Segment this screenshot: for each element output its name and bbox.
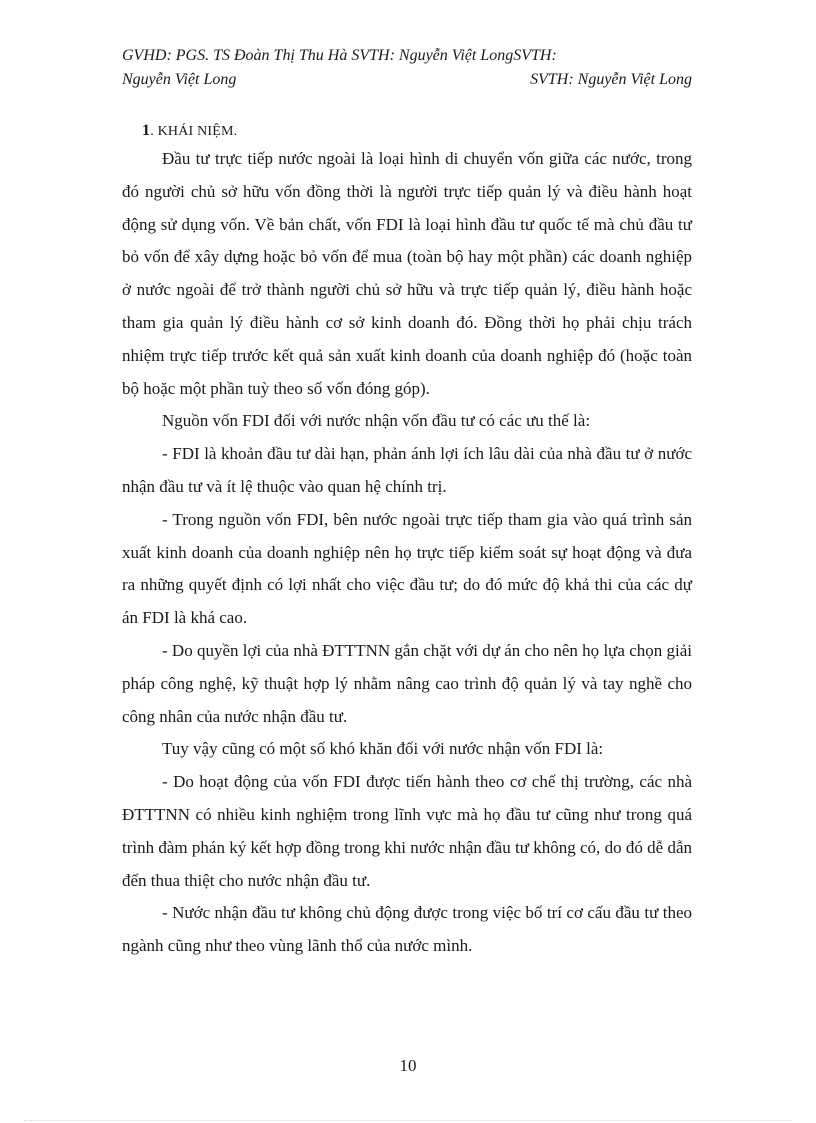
- paragraph-difficulty-1: - Do hoạt động của vốn FDI được tiến hành theo cơ chế thị trường, các nhà ĐTTTNN có nhiều kinh nghiệm trong lĩnh vực mà họ đầu tư cũng như trong quá trình đàm phán ký kết hợp đồng trong khi nước nhận đầu tư không có, do đó dễ dẫn đến thua thiệt cho nước nhận đầu tư.: [122, 772, 692, 890]
- header-student-label: SVTH: Nguyễn Việt Long: [530, 71, 692, 88]
- paragraph-advantage-3: - Do quyền lợi của nhà ĐTTTNN gắn chặt với dự án cho nên họ lựa chọn giải pháp công nghệ, kỹ thuật hợp lý nhằm nâng cao trình độ quản lý và tay nghề cho công nhân của nước nhận đầu tư.: [122, 640, 692, 726]
- paragraph-advantage-2: - Trong nguồn vốn FDI, bên nước ngoài trực tiếp tham gia vào quá trình sản xuất kinh doanh của doanh nghiệp nên họ trực tiếp kiểm soát sự hoạt động và đưa ra những quyết định có lợi nhất cho việc đầu tư; do đó mức độ khả thi của các dự án FDI là khá cao.: [122, 509, 692, 628]
- page-number: 10: [399, 1056, 417, 1075]
- page-bottom-divider: [24, 1120, 792, 1121]
- paragraph-definition: Đầu tư trực tiếp nước ngoài là loại hình di chuyển vốn giữa các nước, trong đó người chủ sở hữu vốn đồng thời là người trực tiếp quản lý và điều hành hoạt động sử dụng vốn. Về bản chất, vốn FDI là loại hình đầu tư quốc tế mà chủ đầu tư bỏ vốn để xây dựng hoặc bỏ vốn để mua (toàn bộ hay một phần) các doanh nghiệp ở nước ngoài để trở thành người chủ sở hữu và trực tiếp quản lý, điều hành hoặc tham gia quản lý điều hành cơ sở kinh doanh đó. Đồng thời họ phải chịu trách nhiệm trực tiếp trước kết quả sản xuất kinh doanh của doanh nghiệp đó (hoặc toàn bộ hoặc một phần tuỳ theo số vốn đóng góp).: [122, 149, 692, 398]
- paragraph-difficulties-intro: Tuy vậy cũng có một số khó khăn đối với nước nhận vốn FDI là:: [162, 739, 604, 759]
- header-line-1: GVHD: PGS. TS Đoàn Thị Thu Hà SVTH: Nguyễn Việt LongSVTH:: [122, 47, 557, 64]
- section-title: . KHÁI NIỆM.: [150, 124, 238, 139]
- header-line-2: [122, 68, 692, 92]
- document-body: [122, 120, 692, 963]
- paragraph-difficulty-2: - Nước nhận đầu tư không chủ động được trong việc bố trí cơ cấu đầu tư theo ngành cũng như theo vùng lãnh thổ của nước mình.: [122, 903, 692, 956]
- section-number: 1: [142, 122, 151, 139]
- paragraph-advantages-intro: Nguồn vốn FDI đối với nước nhận vốn đầu tư có các ưu thế là:: [162, 411, 591, 431]
- page-header: [122, 44, 692, 92]
- paragraph-advantage-1: - FDI là khoản đầu tư dài hạn, phản ánh lợi ích lâu dài của nhà đầu tư ở nước nhận đầu tư và ít lệ thuộc vào quan hệ chính trị.: [122, 444, 692, 496]
- header-author-name: Nguyễn Việt Long: [122, 71, 237, 88]
- section-heading: [142, 120, 692, 143]
